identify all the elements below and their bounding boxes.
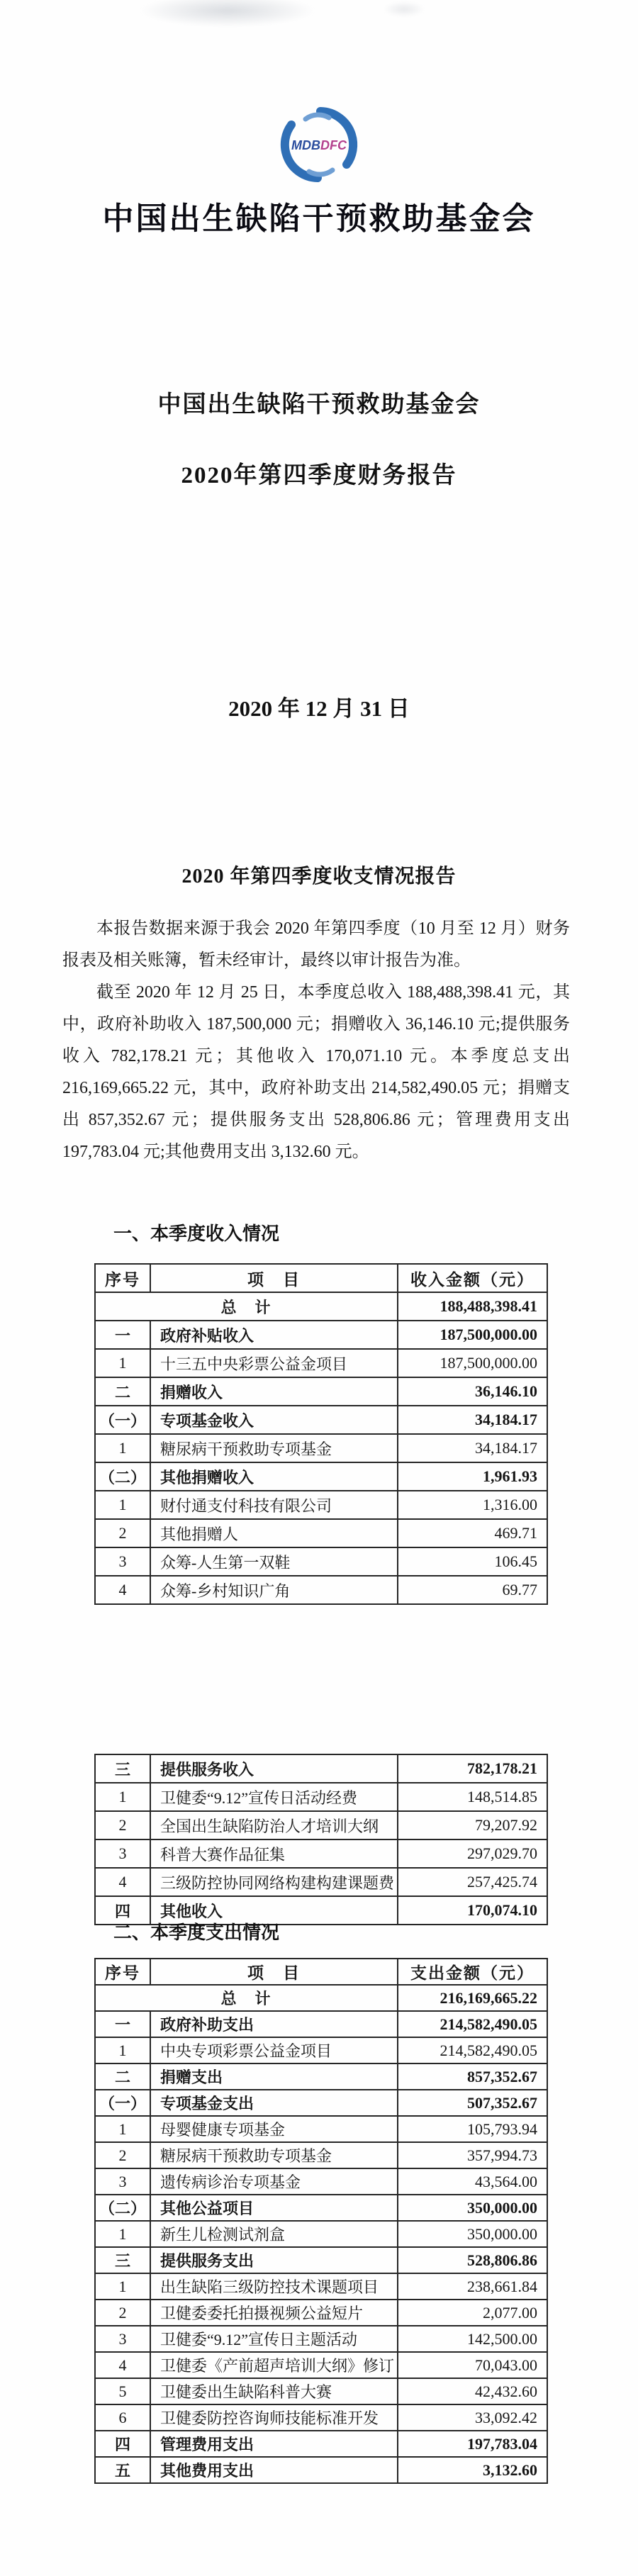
income-table-header: [95, 1264, 547, 1292]
cell-amount: 1,316.00: [398, 1491, 547, 1519]
col-header-serial: 序号: [95, 1959, 150, 1985]
cell-serial: （一）: [95, 1406, 150, 1434]
report-date: 2020 年 12 月 31 日: [228, 696, 410, 721]
cell-serial: 1: [95, 2221, 150, 2247]
cell-serial: 2: [95, 1519, 150, 1547]
expense-section-heading: 二、本季度支出情况: [113, 1922, 280, 1943]
cell-serial: 1: [95, 1783, 150, 1811]
cell-item: 政府补贴收入: [150, 1321, 398, 1349]
table-row: [95, 1462, 547, 1491]
col-header-amount: 支出金额（元）: [398, 1959, 547, 1985]
cell-serial: 1: [95, 1491, 150, 1519]
cell-serial: 4: [95, 1576, 150, 1604]
cell-item: 财付通支付科技有限公司: [150, 1491, 398, 1519]
cell-total-label: 总 计: [95, 1292, 398, 1321]
cell-serial: （二）: [95, 2195, 150, 2221]
table-row: [95, 2011, 547, 2037]
logo-block: [0, 105, 638, 188]
income-table-continued-body: [95, 1754, 547, 1925]
cell-amount: 350,000.00: [398, 2221, 547, 2247]
cell-amount: 69.77: [398, 1576, 547, 1604]
cell-item: 其他捐赠人: [150, 1519, 398, 1547]
cell-amount: 33,092.42: [398, 2404, 547, 2431]
cell-item: 遗传病诊治专项基金: [150, 2168, 398, 2195]
table-row: [95, 1754, 547, 1783]
header-row: [95, 1264, 547, 1292]
cell-item: 其他费用支出: [150, 2457, 398, 2483]
cell-serial: 4: [95, 2352, 150, 2378]
total-row: [95, 1292, 547, 1321]
cell-amount: 3,132.60: [398, 2457, 547, 2483]
cell-amount: 1,961.93: [398, 1462, 547, 1491]
logo-inner-wave: [309, 170, 332, 174]
cell-amount: 214,582,490.05: [398, 2011, 547, 2037]
cell-item: 卫健委防控咨询师技能标准开发: [150, 2404, 398, 2431]
cell-serial: 2: [95, 1811, 150, 1839]
table-row: [95, 2352, 547, 2378]
cell-item: 政府补助支出: [150, 2011, 398, 2037]
cell-item: 十三五中央彩票公益金项目: [150, 1349, 398, 1377]
expense-table-body: [95, 1985, 547, 2483]
scan-smudge: [139, 0, 316, 27]
paragraph: 本报告数据来源于我会 2020 年第四季度（10 月至 12 月）财务报表及相关账簿，暂未经审计，最终以审计报告为准。: [62, 919, 570, 970]
cell-item: 管理费用支出: [150, 2431, 398, 2457]
cell-item: 新生儿检测试剂盒: [150, 2221, 398, 2247]
cell-serial: 2: [95, 2300, 150, 2326]
cell-serial: 1: [95, 1434, 150, 1462]
logo-acronym-blue: MDB: [291, 138, 320, 152]
table-row: [95, 1839, 547, 1868]
header-row: [95, 1959, 547, 1985]
cell-item: 捐赠支出: [150, 2063, 398, 2090]
expense-table-header: [95, 1959, 547, 1985]
cell-item: 其他公益项目: [150, 2195, 398, 2221]
expense-table: [94, 1958, 548, 2484]
total-row: [95, 1985, 547, 2011]
cell-item: 糖尿病干预救助专项基金: [150, 2142, 398, 2168]
cell-amount: 105,793.94: [398, 2116, 547, 2142]
cell-amount: 170,074.10: [398, 1896, 547, 1925]
cell-amount: 238,661.84: [398, 2273, 547, 2300]
cell-serial: （一）: [95, 2090, 150, 2116]
scan-smudge: [383, 1, 425, 17]
cell-serial: 2: [95, 2142, 150, 2168]
cell-amount: 216,169,665.22: [398, 1985, 547, 2011]
cell-amount: 187,500,000.00: [398, 1321, 547, 1349]
cell-amount: 142,500.00: [398, 2326, 547, 2352]
cell-item: 提供服务收入: [150, 1754, 398, 1783]
cell-serial: 二: [95, 2063, 150, 2090]
table-row: [95, 1491, 547, 1519]
table-row: [95, 2457, 547, 2483]
cell-item: 专项基金收入: [150, 1406, 398, 1434]
report-body: [62, 913, 570, 1168]
cell-amount: 197,783.04: [398, 2431, 547, 2457]
table-row: [95, 1519, 547, 1547]
income-table-page2: [94, 1754, 548, 1925]
cell-item: 提供服务支出: [150, 2247, 398, 2273]
cell-item: 卫健委委托拍摄视频公益短片: [150, 2300, 398, 2326]
cell-serial: 6: [95, 2404, 150, 2431]
cell-serial: 二: [95, 1377, 150, 1406]
table-row: [95, 1576, 547, 1604]
cell-amount: 34,184.17: [398, 1406, 547, 1434]
cell-amount: 297,029.70: [398, 1839, 547, 1868]
cell-item: 众筹-乡村知识广角: [150, 1576, 398, 1604]
section-title: 2020 年第四季度收支情况报告: [181, 866, 457, 887]
cell-amount: 528,806.86: [398, 2247, 547, 2273]
cell-item: 众筹-人生第一双鞋: [150, 1547, 398, 1576]
table-row: [95, 2273, 547, 2300]
income-section-heading: 一、本季度收入情况: [113, 1223, 280, 1244]
cell-amount: 857,352.67: [398, 2063, 547, 2090]
table-row: [95, 2063, 547, 2090]
cell-serial: 5: [95, 2378, 150, 2404]
table-row: [95, 1783, 547, 1811]
cell-amount: 43,564.00: [398, 2168, 547, 2195]
cell-serial: 3: [95, 2326, 150, 2352]
cell-item: 科普大赛作品征集: [150, 1839, 398, 1868]
paragraph: 截至 2020 年 12 月 25 日，本季度总收入 188,488,398.41 元，其中，政府补助收入 187,500,000 元；捐赠收入 36,146.10 元;提供服务收入 782,178.21 元；其他收入 170,071.10 元。本季度总支出 216,169,665.22 元，其中，政府补助支出 214,582,490.05 元；捐赠支出 857,352.67 元；提供服务支出 528,806.86 元；管理费用支出 197,783.04 元;其他费用支出 3,132.60 元。: [62, 983, 570, 1161]
cell-serial: （二）: [95, 1462, 150, 1491]
table-row: [95, 1377, 547, 1406]
cell-serial: 1: [95, 2116, 150, 2142]
cell-item: 卫健委《产前超声培训大纲》修订: [150, 2352, 398, 2378]
cell-amount: 2,077.00: [398, 2300, 547, 2326]
col-header-amount: 收入金额（元）: [398, 1264, 547, 1292]
cell-item: 其他收入: [150, 1896, 398, 1925]
table-row: [95, 2404, 547, 2431]
cell-item: 卫健委“9.12”宣传日主题活动: [150, 2326, 398, 2352]
cell-item: 糖尿病干预救助专项基金: [150, 1434, 398, 1462]
cell-item: 全国出生缺陷防治人才培训大纲: [150, 1811, 398, 1839]
cell-amount: 187,500,000.00: [398, 1349, 547, 1377]
cell-amount: 507,352.67: [398, 2090, 547, 2116]
cell-amount: 782,178.21: [398, 1754, 547, 1783]
foundation-logo-icon: [279, 105, 359, 184]
cell-amount: 70,043.00: [398, 2352, 547, 2378]
table-row: [95, 1547, 547, 1576]
cell-amount: 42,432.60: [398, 2378, 547, 2404]
cell-serial: 四: [95, 1896, 150, 1925]
table-row: [95, 2195, 547, 2221]
table-row: [95, 1349, 547, 1377]
cell-amount: 106.45: [398, 1547, 547, 1576]
cell-amount: 257,425.74: [398, 1868, 547, 1896]
table-row: [95, 2431, 547, 2457]
cell-serial: 1: [95, 1349, 150, 1377]
table-row: [95, 1868, 547, 1896]
logo-calligraphy-text: 中国出生缺陷干预救助基金会: [102, 201, 536, 236]
cell-serial: 一: [95, 2011, 150, 2037]
cell-item: 卫健委出生缺陷科普大赛: [150, 2378, 398, 2404]
org-name-title: 中国出生缺陷干预救助基金会: [157, 392, 481, 418]
cell-serial: 1: [95, 2273, 150, 2300]
cell-serial: 3: [95, 1839, 150, 1868]
table-row: [95, 2116, 547, 2142]
income-table-body: [95, 1292, 547, 1604]
table-row: [95, 2168, 547, 2195]
table-row: [95, 1406, 547, 1434]
cell-amount: 350,000.00: [398, 2195, 547, 2221]
cell-amount: 469.71: [398, 1519, 547, 1547]
cell-item: 其他捐赠收入: [150, 1462, 398, 1491]
cell-serial: 一: [95, 1321, 150, 1349]
cell-item: 专项基金支出: [150, 2090, 398, 2116]
cell-serial: 三: [95, 2247, 150, 2273]
col-header-item: 项 目: [150, 1959, 398, 1985]
logo-acronym: [291, 138, 347, 152]
cell-item: 捐赠收入: [150, 1377, 398, 1406]
cell-serial: 四: [95, 2431, 150, 2457]
table-row: [95, 1434, 547, 1462]
cell-amount: 34,184.17: [398, 1434, 547, 1462]
cell-serial: 3: [95, 1547, 150, 1576]
col-header-serial: 序号: [95, 1264, 150, 1292]
cell-item: 中央专项彩票公益金项目: [150, 2037, 398, 2063]
table-row: [95, 1321, 547, 1349]
cell-amount: 79,207.92: [398, 1811, 547, 1839]
cell-amount: 188,488,398.41: [398, 1292, 547, 1321]
cell-item: 卫健委“9.12”宣传日活动经费: [150, 1783, 398, 1811]
cell-serial: 五: [95, 2457, 150, 2483]
table-row: [95, 2247, 547, 2273]
logo-inner-wave: [306, 115, 329, 119]
cell-item: 三级防控协同网络构建构建课题费: [150, 1868, 398, 1896]
cell-serial: 1: [95, 2037, 150, 2063]
table-row: [95, 2300, 547, 2326]
col-header-item: 项 目: [150, 1264, 398, 1292]
cell-amount: 36,146.10: [398, 1377, 547, 1406]
table-row: [95, 2221, 547, 2247]
cell-total-label: 总 计: [95, 1985, 398, 2011]
cell-amount: 214,582,490.05: [398, 2037, 547, 2063]
cell-item: 出生缺陷三级防控技术课题项目: [150, 2273, 398, 2300]
table-row: [95, 2090, 547, 2116]
cell-amount: 148,514.85: [398, 1783, 547, 1811]
cell-serial: 三: [95, 1754, 150, 1783]
table-row: [95, 2037, 547, 2063]
cell-serial: 4: [95, 1868, 150, 1896]
cell-amount: 357,994.73: [398, 2142, 547, 2168]
table-row: [95, 2142, 547, 2168]
cell-serial: 3: [95, 2168, 150, 2195]
table-row: [95, 2326, 547, 2352]
income-table-page1: [94, 1263, 548, 1605]
table-row: [95, 2378, 547, 2404]
logo-acronym-red: DFC: [320, 138, 347, 152]
table-row: [95, 1811, 547, 1839]
report-title: 2020年第四季度财务报告: [181, 463, 457, 488]
cell-item: 母婴健康专项基金: [150, 2116, 398, 2142]
